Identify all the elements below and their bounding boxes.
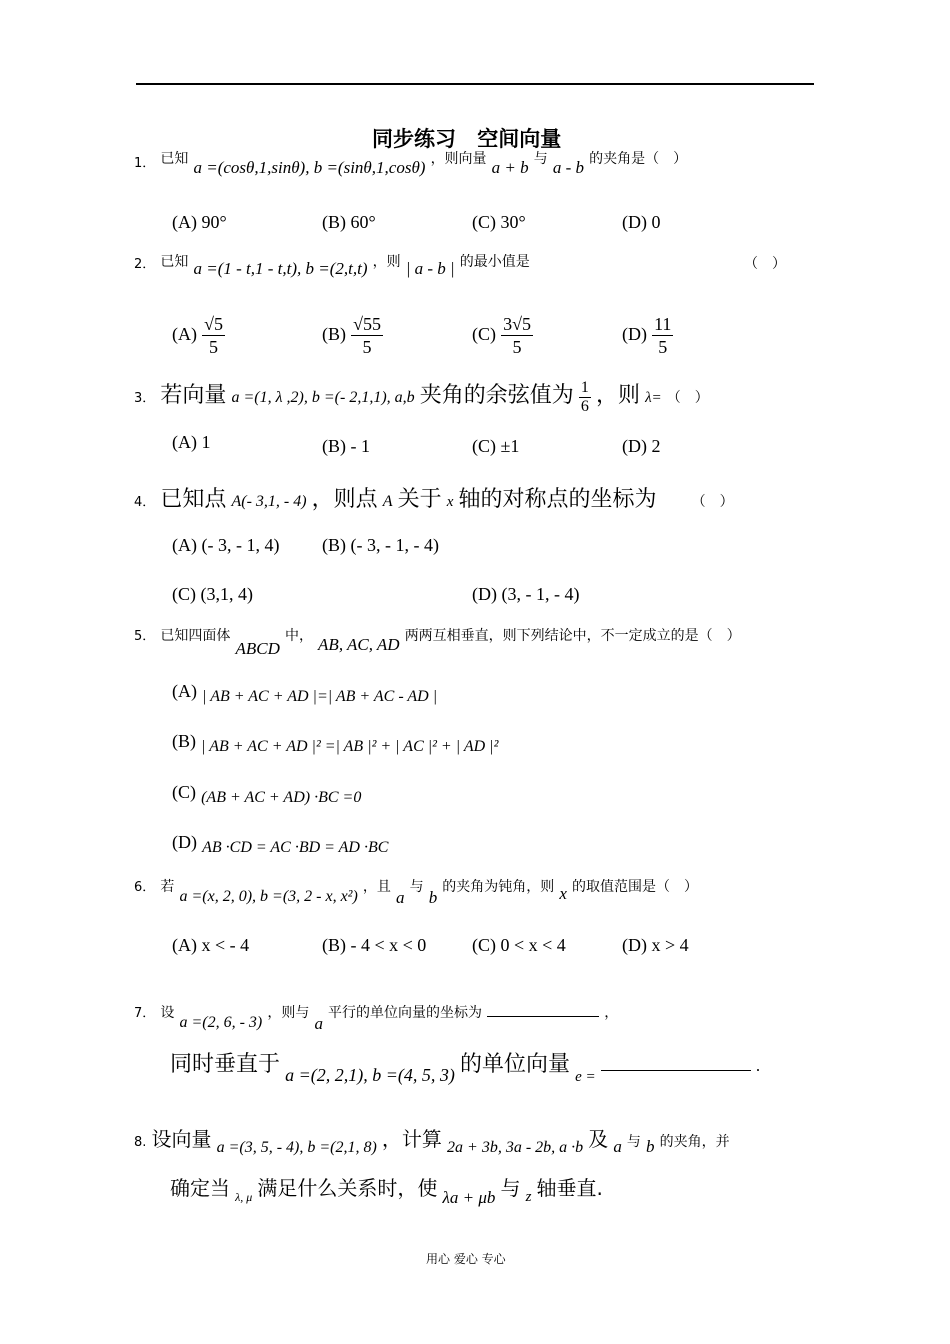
q2-vectors: a =(1 - t,1 - t,t), b =(2,t,t) [193, 259, 368, 278]
q8-expr: λa + μb [442, 1188, 496, 1207]
q7-line2-middle: 的单位向量 [459, 1052, 570, 1077]
q1-option-d: (D) 0 [622, 212, 661, 232]
page-footer: 用心 爱心 专心 [426, 1252, 506, 1266]
q6-and: 与 [409, 879, 424, 895]
q7-middle: ，则与 [267, 1005, 310, 1021]
q3-prefix: 若向量 [160, 383, 227, 408]
q7-suffix: 平行的单位向量的坐标为 [328, 1005, 483, 1021]
q2-option-a-fraction: $\frac{√5}{5}$ [204, 314, 223, 357]
question-5 [134, 625, 741, 658]
q1-and: 与 [533, 151, 548, 167]
q8-suffix-small: 的夹角，并 [659, 1134, 730, 1150]
q8-line2-suffix: 轴垂直. [536, 1176, 603, 1200]
q2-option-b: (B) $\frac{√55}{5}$ [322, 314, 381, 357]
q6-variable-x: x [559, 884, 567, 903]
q6-middle: ，且 [362, 879, 391, 895]
q1-option-b: (B) 60° [322, 212, 376, 232]
q8-number: 8. [134, 1135, 147, 1150]
q7-line2-prefix: 同时垂直于 [170, 1052, 281, 1077]
q4-option-a: (A) (- 3, - 1, 4) [172, 535, 280, 555]
q7-prefix: 设 [160, 1005, 175, 1021]
q5-suffix: 两两互相垂直，则下列结论中，不一定成立的是（ ） [404, 628, 741, 644]
q6-option-d: (D) x > 4 [622, 935, 689, 955]
q7-vector: a =(2, 6, - 3) [179, 1014, 263, 1031]
q2-option-a: (A) $\frac{√5}{5}$ [172, 314, 223, 357]
q8-middle: ，计算 [381, 1127, 442, 1151]
q7-answer-blank-2[interactable] [601, 1070, 751, 1071]
q1-number: 1． [134, 156, 156, 171]
q2-number: 2． [134, 257, 156, 272]
q8-ji: 及 [588, 1127, 609, 1151]
q3-vectors: a =(1, λ ,2), b =(- 2,1,1), a,b [231, 389, 415, 406]
q5-option-d: (D) AB ·CD = AC ·BD = AD ·BC [172, 832, 389, 856]
q6-vectors: a =(x, 2, 0), b =(3, 2 - x, x²) [179, 888, 358, 905]
q4-prefix: 已知点 [160, 487, 227, 512]
question-7-line-2 [170, 1047, 761, 1085]
q8-vector-b: b [646, 1137, 655, 1156]
q1-vector-diff: a - b [552, 158, 584, 177]
q6-vector-b: b [428, 888, 438, 907]
q3-answer-paren: （ ） [666, 390, 709, 406]
q7-line2-e: e = [575, 1069, 596, 1085]
q3-cos-fraction: $\frac{1}{6}$ [580, 379, 589, 415]
q2-option-d: (D) $\frac{11}{5}$ [622, 314, 672, 357]
q6-prefix: 若 [160, 879, 175, 895]
q2-prefix: 已知 [160, 254, 189, 270]
question-8-line-2 [170, 1172, 603, 1207]
question-6 [134, 876, 699, 907]
q2-middle: ，则 [372, 254, 401, 270]
q1-suffix: 的夹角是（ ） [589, 151, 688, 167]
q5-option-c: (C) (AB + AC + AD) ·BC =0 [172, 782, 362, 806]
q2-magnitude: | a - b | [405, 259, 455, 278]
q3-option-a: (A) 1 [172, 432, 211, 452]
q6-number: 6． [134, 880, 156, 895]
q4-axis-x: x [446, 494, 454, 510]
q4-answer-paren: （ ） [691, 494, 734, 510]
question-3 [134, 378, 709, 416]
q4-option-b: (B) (- 3, - 1, - 4) [322, 535, 439, 555]
q8-vector-a: a [613, 1137, 622, 1156]
q6-option-b: (B) - 4 < x < 0 [322, 935, 427, 955]
q8-vectors: a =(3, 5, - 4), b =(2,1, 8) [216, 1139, 377, 1156]
question-1 [134, 151, 688, 177]
q7-number: 7． [134, 1006, 156, 1021]
q1-prefix: 已知 [160, 151, 189, 167]
question-8 [134, 1123, 730, 1156]
q5-number: 5． [134, 629, 156, 644]
q3-suffix: ，则 [595, 383, 640, 408]
q4-middle-2: 关于 [397, 487, 442, 512]
question-4 [134, 482, 734, 513]
q4-option-c: (C) (3,1, 4) [172, 584, 253, 604]
q7-answer-blank-1[interactable] [487, 1016, 599, 1017]
q2-option-d-fraction: $\frac{11}{5}$ [654, 314, 672, 357]
question-7 [134, 1002, 619, 1033]
q6-option-a: (A) x < - 4 [172, 935, 250, 955]
page-title: 同步练习 空间向量 [372, 127, 562, 151]
q5-edges: AB, AC, AD [318, 635, 400, 654]
q1-option-a: (A) 90° [172, 212, 227, 232]
q4-number: 4． [134, 495, 156, 510]
q4-point-a: A [382, 493, 393, 510]
q3-number: 3． [134, 391, 156, 406]
q8-lambda-mu: λ, μ [235, 1190, 253, 1204]
q5-middle: 中， [284, 628, 313, 644]
q1-vector-sum: a + b [491, 158, 529, 177]
q2-option-c: (C) $\frac{3√5}{5}$ [472, 314, 531, 357]
q2-option-c-fraction: $\frac{3√5}{5}$ [503, 314, 531, 357]
q3-lambda: λ= [645, 390, 662, 406]
q7-comma: ， [604, 1005, 619, 1021]
q6-vector-a: a [396, 888, 405, 907]
q8-and: 与 [626, 1134, 641, 1150]
q1-vectors: a =(cosθ,1,sinθ), b =(sinθ,1,cosθ) [193, 158, 426, 177]
q4-middle-1: ，则点 [311, 487, 378, 512]
q6-option-c: (C) 0 < x < 4 [472, 935, 566, 955]
q8-line2-middle: 满足什么关系时，使 [257, 1176, 438, 1200]
q7-line2-vectors: a =(2, 2,1), b =(4, 5, 3) [285, 1065, 455, 1085]
q7-vector-a: a [314, 1014, 323, 1033]
q8-prefix: 设向量 [151, 1127, 212, 1151]
q5-prefix: 已知四面体 [160, 628, 231, 644]
q3-option-c: (C) ±1 [472, 436, 520, 456]
header-rule [136, 83, 814, 85]
q7-period: . [755, 1056, 761, 1075]
question-2 [134, 253, 530, 278]
q1-middle: ，则向量 [430, 151, 487, 167]
q1-option-c: (C) 30° [472, 212, 526, 232]
q8-calc: 2a + 3b, 3a - 2b, a ·b [447, 1139, 584, 1156]
q5-option-a: (A) | AB + AC + AD |=| AB + AC - AD | [172, 681, 438, 705]
q4-suffix: 轴的对称点的坐标为 [458, 487, 657, 512]
q5-tetrahedron: ABCD [235, 639, 280, 658]
q3-option-d: (D) 2 [622, 436, 661, 456]
q4-option-d: (D) (3, - 1, - 4) [472, 584, 580, 604]
q8-line2-prefix: 确定当 [170, 1176, 230, 1200]
q2-answer-paren: （ ） [744, 256, 786, 272]
q4-point: A(- 3,1, - 4) [231, 493, 307, 510]
q2-option-b-fraction: $\frac{√55}{5}$ [353, 314, 381, 357]
q8-axis-z: z [525, 1189, 532, 1205]
q3-middle: 夹角的余弦值为 [419, 383, 574, 408]
q6-suffix-1: 的夹角为钝角，则 [442, 879, 555, 895]
q8-line2-and: 与 [500, 1176, 521, 1200]
q3-option-b: (B) - 1 [322, 436, 370, 456]
q5-option-b: (B) | AB + AC + AD |² =| AB |² + | AC |² + | AD |² [172, 731, 499, 755]
q6-suffix-2: 的取值范围是（ ） [572, 879, 699, 895]
q2-suffix: 的最小值是 [459, 254, 530, 270]
